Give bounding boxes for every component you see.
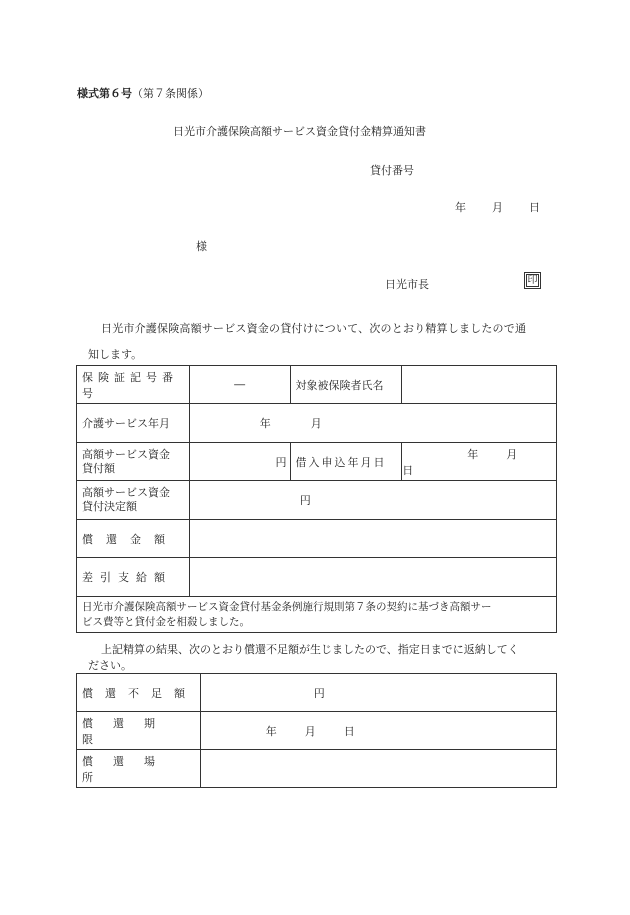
form-number	[77, 85, 209, 101]
deadline-day: 日	[343, 724, 355, 738]
offset-note-line-2: ビス費等と貸付金を相殺しました。	[82, 615, 250, 628]
insured-name-value[interactable]	[402, 366, 557, 404]
loan-number-label: 貸付番号	[370, 164, 414, 177]
shortfall-label: 償還不足額	[77, 674, 201, 712]
shortfall-unit: 円	[313, 686, 325, 700]
decided-amount-unit: 円	[299, 494, 311, 507]
diff-payment-label: 差引支給額	[77, 558, 190, 597]
deadline-value[interactable]	[200, 712, 556, 750]
intro-line-2: 知します。	[88, 348, 143, 361]
table-row	[77, 597, 557, 633]
decided-amount-label-2: 貸付決定額	[82, 500, 137, 513]
table-row	[77, 712, 557, 750]
table-row	[77, 558, 557, 597]
issue-date-year: 年	[455, 201, 466, 214]
shortfall-line-1: 上記精算の結果、次のとおり償還不足額が生じましたので、指定日までに返納してく	[101, 643, 519, 656]
service-month-label: 介護サービス年月	[77, 404, 190, 443]
loan-amount-label-1: 高額サービス資金	[82, 447, 170, 461]
insured-number-value[interactable]: ―	[189, 366, 290, 404]
application-year: 年	[467, 447, 479, 461]
offset-note-line-1: 日光市介護保険高額サービス資金貸付基金条例施行規則第７条の契約に基づき高額サー	[82, 600, 492, 613]
offset-note	[77, 597, 557, 633]
issuer-name: 日光市長	[385, 278, 429, 291]
settlement-table	[76, 365, 557, 633]
shortfall-value[interactable]	[200, 674, 556, 712]
deadline-month: 月	[304, 724, 316, 738]
insured-number-label: 保険証記号番号	[77, 366, 190, 404]
repay-amount-value[interactable]	[189, 520, 556, 558]
loan-amount-label	[77, 443, 190, 481]
table-row	[77, 404, 557, 443]
repay-amount-label: 償還金額	[77, 520, 190, 558]
issue-date-month: 月	[492, 201, 503, 214]
decided-amount-value[interactable]	[189, 481, 556, 520]
decided-amount-label-1: 高額サービス資金	[82, 486, 170, 499]
form-number-article: （第７条関係）	[132, 87, 209, 100]
service-year-unit: 年	[259, 417, 271, 430]
issue-date	[455, 199, 540, 215]
seal-text: 印	[527, 275, 538, 286]
table-row	[77, 443, 557, 481]
place-value[interactable]	[200, 750, 556, 788]
application-day: 日	[402, 463, 414, 477]
intro-line-1: 日光市介護保険高額サービス資金の貸付けについて、次のとおり精算しましたので通	[101, 322, 527, 335]
service-month-value[interactable]	[189, 404, 556, 443]
application-month: 月	[506, 447, 518, 461]
diff-payment-value[interactable]	[189, 558, 556, 597]
application-date-label: 借入申込年月日	[290, 443, 402, 481]
table-row	[77, 520, 557, 558]
table-row	[77, 750, 557, 788]
addressee-suffix: 様	[196, 240, 207, 253]
decided-amount-label	[77, 481, 190, 520]
table-row	[77, 366, 557, 404]
table-row	[77, 674, 557, 712]
document-title: 日光市介護保険高額サービス資金貸付金精算通知書	[173, 125, 426, 138]
form-number-bold: 様式第６号	[77, 87, 132, 100]
loan-amount-label-2: 貸付額	[82, 461, 115, 475]
loan-amount-unit: 円	[275, 455, 287, 469]
shortfall-table	[76, 673, 557, 788]
place-label: 償還場所	[77, 750, 201, 788]
shortfall-line-2: ださい。	[88, 659, 132, 672]
loan-amount-value[interactable]	[189, 443, 290, 481]
table-row	[77, 481, 557, 520]
insured-name-label: 対象被保険者氏名	[290, 366, 402, 404]
deadline-label: 償還期限	[77, 712, 201, 750]
deadline-year: 年	[265, 724, 277, 738]
seal-mark	[524, 272, 541, 289]
service-month-unit: 月	[310, 417, 322, 430]
application-date-value[interactable]	[402, 443, 557, 481]
issue-date-day: 日	[529, 201, 540, 214]
